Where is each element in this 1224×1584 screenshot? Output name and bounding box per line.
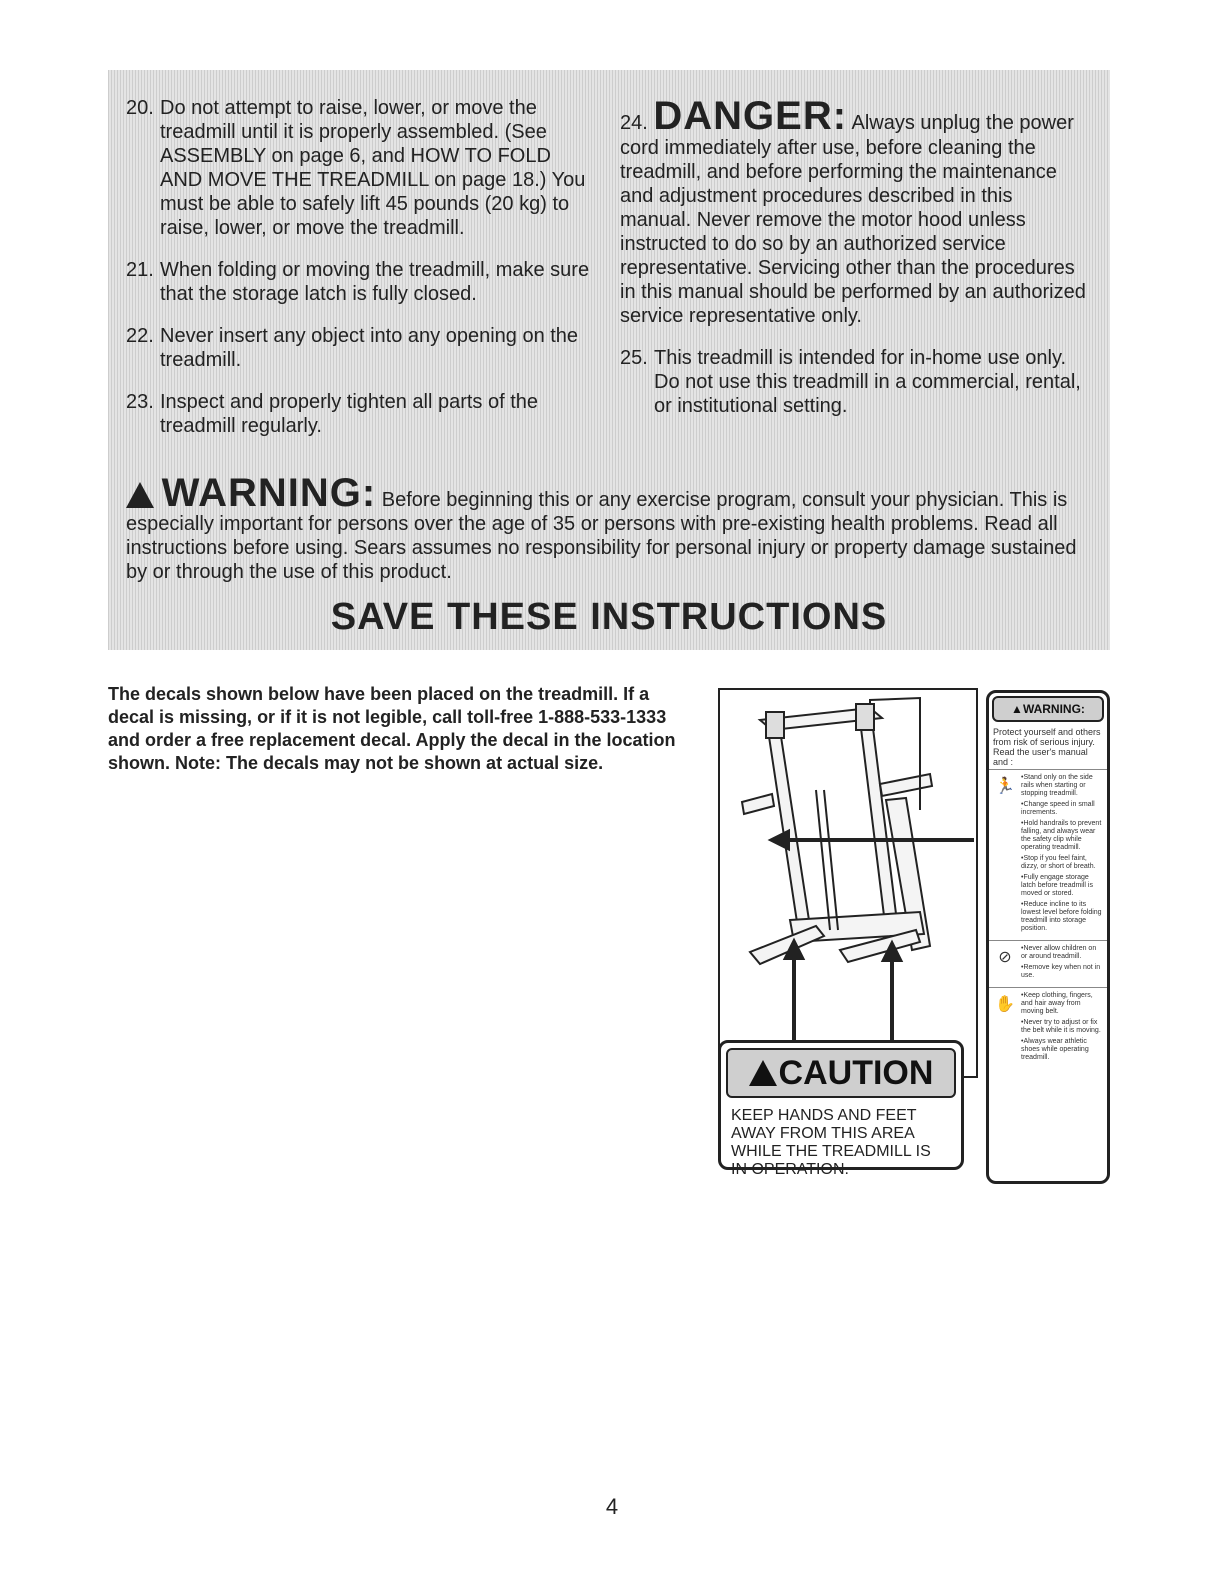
safety-item-23	[126, 390, 596, 438]
list-item: •Stop if you feel faint, dizzy, or short of breath.	[1021, 855, 1096, 870]
item-text: Do not attempt to raise, lower, or move the treadmill until it is properly assembled. (See ASSEMBLY on page 6, and HOW TO FOLD AND MOVE THE TREADMILL on page 18.) You must be able to safely lift 45 pounds (20 kg) to raise, lower, or move the treadmill.	[160, 97, 586, 239]
warning-decal-section-3	[989, 987, 1107, 1069]
treadmill-illustration	[718, 688, 978, 1078]
item-number: 23.	[126, 391, 154, 413]
safety-item-22	[126, 324, 596, 372]
warning-decal-intro: Protect yourself and others from risk of serious injury. Read the user's manual and :	[993, 727, 1101, 767]
item-text: Never insert any object into any opening on the treadmill.	[160, 325, 579, 371]
no-children-icon: ⊘	[998, 949, 1012, 966]
warning-decal	[986, 690, 1110, 1184]
safety-item-20	[126, 96, 596, 240]
list-item: •Never allow children on or around treadmill.	[1021, 945, 1097, 960]
warning-triangle-icon	[126, 482, 154, 508]
item-text: This treadmill is intended for in-home use only. Do not use this treadmill in a commercial, rental, or institutional setting.	[654, 347, 1081, 417]
item-text: Inspect and properly tighten all parts of the treadmill regularly.	[160, 391, 539, 437]
person-on-treadmill-icon: 🏃	[995, 778, 1015, 795]
list-item: •Fully engage storage latch before treadmill is moved or stored.	[1021, 874, 1093, 897]
warning-decal-list	[1021, 992, 1104, 1065]
warning-decal-section-1	[989, 769, 1107, 940]
item-number: 22.	[126, 325, 154, 347]
list-item: •Remove key when not in use.	[1021, 964, 1101, 979]
safety-item-21	[126, 258, 596, 306]
danger-heading: DANGER:	[653, 94, 848, 138]
list-item: •Never try to adjust or fix the belt while it is moving.	[1021, 1019, 1101, 1034]
item-number: 20.	[126, 97, 154, 119]
item-number: 25.	[620, 347, 648, 369]
caution-title: CAUTION	[778, 1054, 934, 1092]
list-item: •Stand only on the side rails when starting or stopping treadmill.	[1021, 774, 1093, 797]
hand-caution-icon: ✋	[995, 996, 1015, 1013]
warning-heading: WARNING:	[161, 471, 377, 515]
decal-note: The decals shown below have been placed on the treadmill. If a decal is missing, or if it is not legible, call toll-free 1-888-533-1333 and order a free replacement decal. Apply the decal in the location shown. Note: The decals may not be shown at actual size.	[108, 684, 676, 773]
page-number: 4	[605, 1494, 619, 1519]
warning-triangle-icon: ▲	[1011, 702, 1023, 716]
treadmill-drawing	[720, 690, 976, 1076]
item-number: 24.	[620, 112, 648, 134]
warning-decal-list	[1021, 774, 1104, 936]
warning-decal-header	[992, 696, 1104, 722]
caution-text: KEEP HANDS AND FEET AWAY FROM THIS AREA WHILE THE TREADMILL IS IN OPERATION.	[731, 1107, 931, 1178]
list-item: •Hold handrails to prevent falling, and always wear the safety clip while operating treadmill.	[1021, 820, 1102, 851]
safety-list-left	[126, 96, 596, 456]
warning-decal-list	[1021, 945, 1104, 983]
danger-text: Always unplug the power cord immediately after use, before cleaning the treadmill, and before performing the maintenance and adjustment procedures described in this manual. Never remove the motor hood unless instructed to do so by an authorized service representative. Servicing other than the procedures in this manual should be performed by an authorized service representative only.	[620, 112, 1086, 327]
warning-decal-title: WARNING:	[1022, 702, 1085, 716]
list-item: •Keep clothing, fingers, and hair away from moving belt.	[1021, 992, 1093, 1015]
list-item: •Reduce incline to its lowest level before folding treadmill into storage position.	[1021, 901, 1102, 932]
item-text: When folding or moving the treadmill, make sure that the storage latch is fully closed.	[160, 259, 590, 305]
save-instructions-heading: SAVE THESE INSTRUCTIONS	[330, 596, 888, 638]
warning-decal-section-2	[989, 940, 1107, 987]
caution-decal	[718, 1040, 964, 1178]
list-item: •Change speed in small increments.	[1021, 801, 1095, 816]
list-item: •Always wear athletic shoes while operating treadmill.	[1021, 1038, 1089, 1061]
safety-item-25	[620, 346, 1088, 418]
caution-decal-header	[726, 1048, 956, 1098]
warning-text: Before beginning this or any exercise program, consult your physician. This is especially important for persons over the age of 35 or persons with pre-existing health problems. Read all instructions before using. Sears assumes no responsibility for personal injury or property damage sustained by or through the use of this product.	[126, 489, 1077, 583]
warning-triangle-icon	[749, 1060, 777, 1086]
warning-paragraph	[126, 471, 1090, 584]
safety-list-right	[620, 96, 1088, 436]
item-number: 21.	[126, 259, 154, 281]
danger-item-24	[620, 96, 1088, 328]
